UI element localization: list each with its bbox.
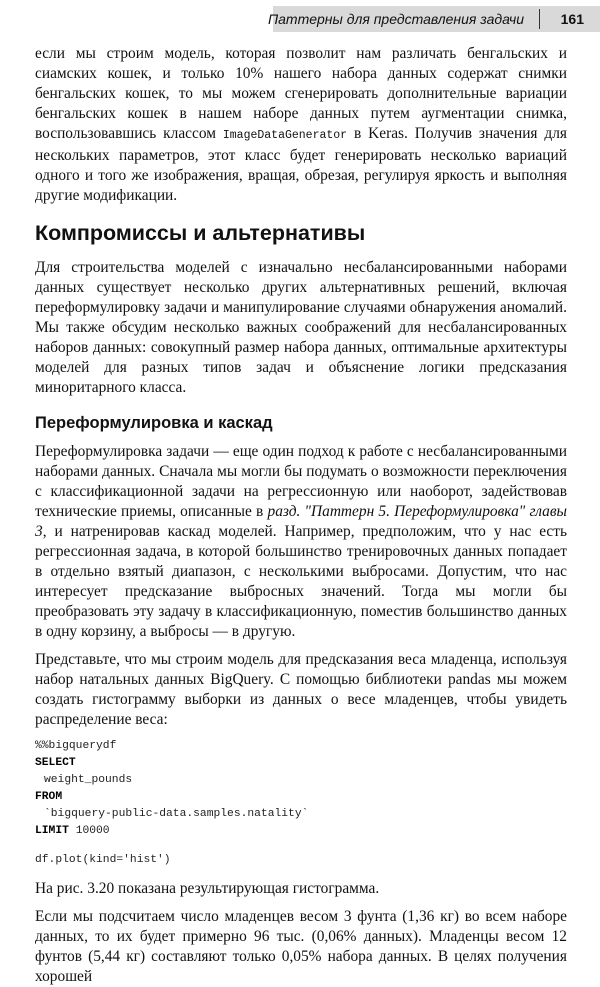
inline-code-imagedatagenerator: ImageDataGenerator xyxy=(222,129,348,142)
page-number: 161 xyxy=(560,11,584,27)
header-separator xyxy=(539,9,540,29)
subsection-paragraph-2: Представьте, что мы строим модель для предсказания веса младенца, используя набор натальных данных BigQuery. С помощью библиотеки pandas мы можем создать гистограмму выборки из данных о весе младенцев, чтобы увидеть распределение веса: xyxy=(35,651,567,728)
paragraph-intro-text-1: если мы строим модель, которая позволит нам различать бенгальских и сиамских кошек, и только 10% нашего набора данных содержат снимки бенгальских кошек, то мы можем сгенерировать дополнительные вариации бенгальских кошек в нашем наборе данных путем аугментации снимка, воспользовавшись классом xyxy=(35,45,567,142)
chapter-title: Паттерны для представления задачи xyxy=(267,11,524,27)
code-keyword-from: FROM xyxy=(35,791,63,803)
code-column: weight_pounds xyxy=(44,774,133,786)
paragraph-intro xyxy=(35,44,567,206)
subsection-heading: Переформулировка и каскад xyxy=(35,414,273,432)
code-magic: %%bigquerydf xyxy=(35,740,117,752)
section-paragraph: Для строительства моделей с изначально несбалансированными наборами данных существует несколько других альтернативных решений, включая переформулировку задачи и манипулирование случаями обнаружения аномалий. Мы также обсудим несколько важных соображений для несбалансированных наборов данных: совокупный размер набора данных, оптимальные архитектуры моделей для разных типов задач и объяснение логики предсказания миноритарного класса. xyxy=(35,259,567,396)
code-block-query xyxy=(35,738,567,840)
subsection-paragraph-3: На рис. 3.20 показана результирующая гистограмма. xyxy=(35,880,380,897)
code-limit-value: 10000 xyxy=(75,825,110,837)
cross-reference: разд. "Паттерн 5. Переформулировка" главы 3 xyxy=(35,503,567,540)
code-plot: df.plot(kind='hist') xyxy=(35,854,171,866)
page-content xyxy=(35,44,567,987)
subsection-paragraph-1-text-1: Переформулировка задачи — еще один подход к работе с несбалансированными наборами данных. Сначала мы могли бы подумать о возможности переключения с классификационной задачи на регрессионную или наоборот, задействовав технические приемы, описанные в xyxy=(35,443,567,520)
code-table: `bigquery-public-data.samples.natality` xyxy=(44,808,309,820)
subsection-paragraph-4: Если мы подсчитаем число младенцев весом 3 фунта (1,36 кг) во всем наборе данных, то их будет примерно 96 тыс. (0,06% данных). Младенцы весом 12 фунтов (5,44 кг) составляют только 0,05% набора данных. В целях получения хорошей xyxy=(35,908,567,985)
subsection-paragraph-1-text-2: , и натренировав каскад моделей. Например, предположим, что у нас есть регрессионная задача, в которой большинство тренировочных данных попадает в отдельно взятый диапазон, с несколькими выбросами. Допустим, что нас интересует предсказание выбросных значений. Тогда мы могли бы преобразовать эту задачу в классификационную, поместив большинство данных в одну корзину, а выбросы — в другую. xyxy=(35,523,567,640)
code-keyword-limit: LIMIT xyxy=(35,825,69,837)
code-keyword-select: SELECT xyxy=(35,757,76,769)
subsection-paragraph-1 xyxy=(35,442,567,642)
running-head xyxy=(0,6,600,32)
paragraph-intro-text-2: в Keras. Получив значения для нескольких параметров, этот класс будет генерировать несколько вариаций одного и того же изображения, вращая, обрезая, регулируя яркость и выполняя другие модификации. xyxy=(35,125,567,204)
section-heading: Компромиссы и альтернативы xyxy=(35,221,366,245)
code-block-plot xyxy=(35,852,567,869)
